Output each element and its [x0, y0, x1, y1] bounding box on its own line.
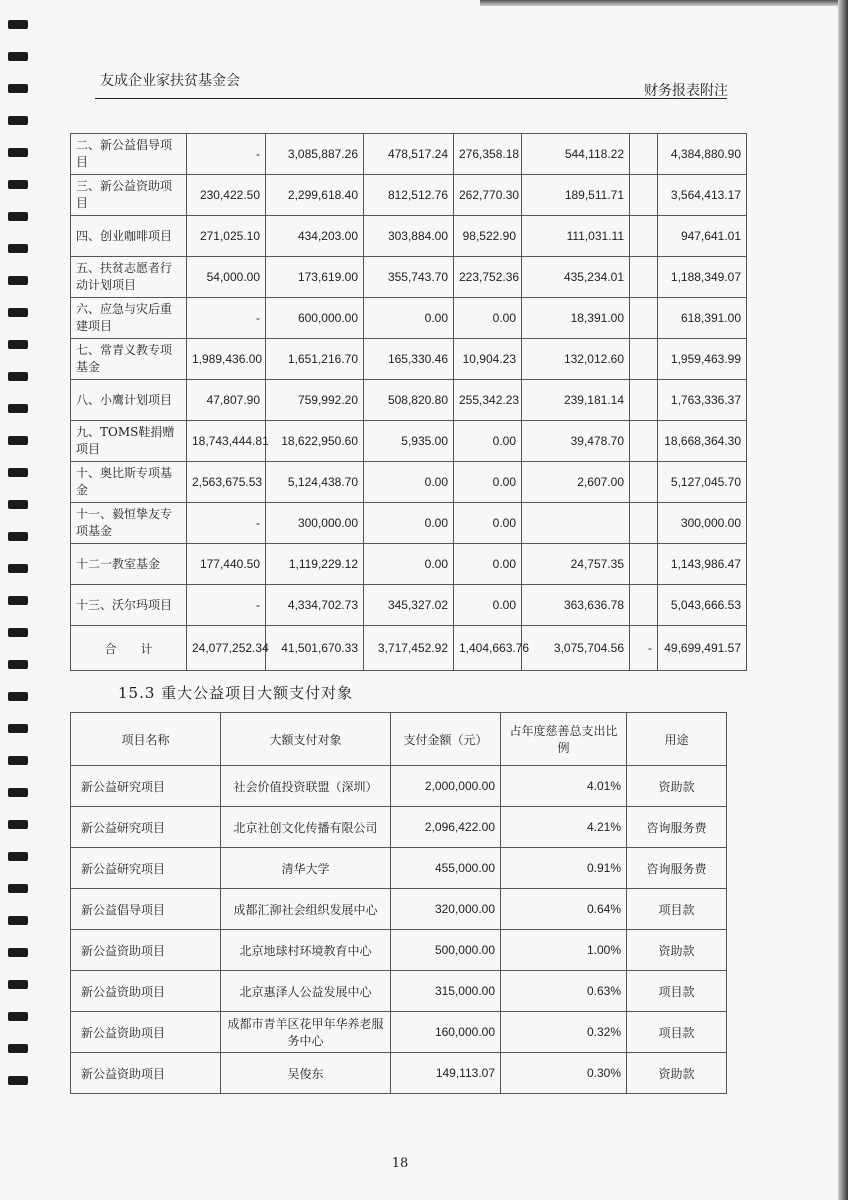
use-cell: 项目款 [627, 1012, 727, 1053]
amount-cell: 947,641.01 [658, 216, 747, 257]
payee-cell: 清华大学 [221, 848, 391, 889]
amount-cell: 2,000,000.00 [391, 766, 501, 807]
payee-cell: 社会价值投资联盟（深圳） [221, 766, 391, 807]
amount-cell: 160,000.00 [391, 1012, 501, 1053]
payee-cell: 吴俊东 [221, 1053, 391, 1094]
payee-cell: 成都市青羊区花甲年华养老服务中心 [221, 1012, 391, 1053]
binding-ring [8, 1076, 28, 1085]
amount-cell: 1,404,663.76 [454, 626, 522, 671]
table-row [71, 503, 747, 544]
table-row [71, 216, 747, 257]
amount-cell: 5,935.00 [364, 421, 454, 462]
binding-ring [8, 884, 28, 893]
project-name: 三、新公益资助项目 [71, 175, 187, 216]
amount-cell [630, 380, 658, 421]
amount-cell: 345,327.02 [364, 585, 454, 626]
ratio-cell: 0.32% [501, 1012, 627, 1053]
table-row [71, 339, 747, 380]
binding-ring [8, 308, 28, 317]
amount-cell: 0.00 [454, 421, 522, 462]
table-row [71, 1053, 727, 1094]
amount-cell: 98,522.90 [454, 216, 522, 257]
amount-cell: 2,299,618.40 [266, 175, 364, 216]
amount-cell: - [187, 503, 266, 544]
project-name: 十二一教室基金 [71, 544, 187, 585]
binding-ring [8, 52, 28, 61]
amount-cell [630, 134, 658, 175]
binding-ring [8, 916, 28, 925]
amount-cell: 1,188,349.07 [658, 257, 747, 298]
table-header-row [71, 713, 727, 766]
amount-cell: 5,124,438.70 [266, 462, 364, 503]
amount-cell: 41,501,670.33 [266, 626, 364, 671]
project-name-cell: 新公益研究项目 [71, 807, 221, 848]
use-cell: 咨询服务费 [627, 848, 727, 889]
amount-cell: 500,000.00 [391, 930, 501, 971]
amount-cell: 149,113.07 [391, 1053, 501, 1094]
table-row [71, 848, 727, 889]
header-amount: 支付金额（元） [391, 713, 501, 766]
project-name: 六、应急与灾后重建项目 [71, 298, 187, 339]
table-row [71, 1012, 727, 1053]
amount-cell [630, 585, 658, 626]
amount-cell: 18,743,444.81 [187, 421, 266, 462]
table-row [71, 462, 747, 503]
binding-ring [8, 820, 28, 829]
amount-cell: 223,752.36 [454, 257, 522, 298]
amount-cell [630, 421, 658, 462]
amount-cell: 600,000.00 [266, 298, 364, 339]
binding-ring [8, 532, 28, 541]
ratio-cell: 0.91% [501, 848, 627, 889]
use-cell: 资助款 [627, 1053, 727, 1094]
table-row [71, 766, 727, 807]
table-row [71, 930, 727, 971]
header-project: 项目名称 [71, 713, 221, 766]
amount-cell: 363,636.78 [522, 585, 630, 626]
amount-cell: 0.00 [454, 503, 522, 544]
binding-ring [8, 180, 28, 189]
amount-cell: 49,699,491.57 [658, 626, 747, 671]
binding-ring [8, 148, 28, 157]
project-name: 九、TOMS鞋捐赠项目 [71, 421, 187, 462]
project-name: 二、新公益倡导项目 [71, 134, 187, 175]
binding-ring [8, 212, 28, 221]
amount-cell: 618,391.00 [658, 298, 747, 339]
amount-cell: 18,391.00 [522, 298, 630, 339]
project-name-cell: 新公益资助项目 [71, 1012, 221, 1053]
binding-ring [8, 788, 28, 797]
amount-cell: 271,025.10 [187, 216, 266, 257]
ratio-cell: 0.64% [501, 889, 627, 930]
use-cell: 项目款 [627, 971, 727, 1012]
section-title: 15.3 重大公益项目大额支付对象 [118, 684, 354, 702]
header-use: 用途 [627, 713, 727, 766]
scan-top-edge [480, 0, 848, 6]
binding-ring [8, 852, 28, 861]
amount-cell: 0.00 [364, 544, 454, 585]
amount-cell [630, 544, 658, 585]
amount-cell: 300,000.00 [266, 503, 364, 544]
amount-cell: - [187, 298, 266, 339]
project-balance-table [70, 133, 747, 671]
amount-cell: 4,334,702.73 [266, 585, 364, 626]
amount-cell: 47,807.90 [187, 380, 266, 421]
table-row [71, 134, 747, 175]
amount-cell: 255,342.23 [454, 380, 522, 421]
scan-right-edge [838, 0, 848, 1200]
amount-cell: 177,440.50 [187, 544, 266, 585]
amount-cell [630, 462, 658, 503]
amount-cell [522, 503, 630, 544]
amount-cell: 544,118.22 [522, 134, 630, 175]
amount-cell: 165,330.46 [364, 339, 454, 380]
amount-cell: 812,512.76 [364, 175, 454, 216]
amount-cell [630, 175, 658, 216]
project-name-cell: 新公益研究项目 [71, 766, 221, 807]
amount-cell: 230,422.50 [187, 175, 266, 216]
header-rule [95, 98, 727, 99]
binding-ring [8, 276, 28, 285]
amount-cell: 3,075,704.56 [522, 626, 630, 671]
binding-ring [8, 372, 28, 381]
table-row [71, 257, 747, 298]
amount-cell: 455,000.00 [391, 848, 501, 889]
payee-cell: 北京地球村环境教育中心 [221, 930, 391, 971]
header-doc-title: 财务报表附注 [644, 83, 728, 99]
amount-cell: 434,203.00 [266, 216, 364, 257]
amount-cell: 0.00 [454, 585, 522, 626]
binding-ring [8, 724, 28, 733]
amount-cell: 2,563,675.53 [187, 462, 266, 503]
binding-ring [8, 84, 28, 93]
amount-cell: 0.00 [454, 462, 522, 503]
amount-cell: 0.00 [364, 503, 454, 544]
binding-ring [8, 404, 28, 413]
amount-cell: 5,043,666.53 [658, 585, 747, 626]
project-name-cell: 新公益资助项目 [71, 971, 221, 1012]
amount-cell: 1,989,436.00 [187, 339, 266, 380]
amount-cell: 24,757.35 [522, 544, 630, 585]
project-name: 十三、沃尔玛项目 [71, 585, 187, 626]
project-name: 七、常青义教专项基金 [71, 339, 187, 380]
amount-cell: 759,992.20 [266, 380, 364, 421]
amount-cell: 4,384,880.90 [658, 134, 747, 175]
binding-ring [8, 692, 28, 701]
table-row [71, 380, 747, 421]
project-name-cell: 新公益研究项目 [71, 848, 221, 889]
amount-cell: 54,000.00 [187, 257, 266, 298]
binding-ring [8, 628, 28, 637]
amount-cell: 0.00 [454, 544, 522, 585]
ratio-cell: 1.00% [501, 930, 627, 971]
binding-ring [8, 20, 28, 29]
use-cell: 资助款 [627, 930, 727, 971]
amount-cell: - [630, 626, 658, 671]
payee-cell: 成都汇泖社会组织发展中心 [221, 889, 391, 930]
amount-cell: 262,770.30 [454, 175, 522, 216]
amount-cell [630, 257, 658, 298]
ratio-cell: 0.30% [501, 1053, 627, 1094]
amount-cell: 239,181.14 [522, 380, 630, 421]
payee-cell: 北京惠泽人公益发展中心 [221, 971, 391, 1012]
binding-ring [8, 564, 28, 573]
amount-cell: 1,119,229.12 [266, 544, 364, 585]
use-cell: 资助款 [627, 766, 727, 807]
amount-cell: 5,127,045.70 [658, 462, 747, 503]
table-row [71, 585, 747, 626]
ratio-cell: 4.21% [501, 807, 627, 848]
table-row [71, 971, 727, 1012]
amount-cell [630, 216, 658, 257]
amount-cell: 276,358.18 [454, 134, 522, 175]
project-name: 八、小鹰计划项目 [71, 380, 187, 421]
amount-cell: 303,884.00 [364, 216, 454, 257]
large-payment-table [70, 712, 727, 1094]
amount-cell: 315,000.00 [391, 971, 501, 1012]
spiral-binding [4, 20, 34, 1120]
amount-cell: 0.00 [364, 298, 454, 339]
amount-cell: 39,478.70 [522, 421, 630, 462]
project-name: 十一、毅恒挚友专项基金 [71, 503, 187, 544]
table-row [71, 175, 747, 216]
binding-ring [8, 468, 28, 477]
amount-cell: 478,517.24 [364, 134, 454, 175]
ratio-cell: 4.01% [501, 766, 627, 807]
amount-cell: 1,651,216.70 [266, 339, 364, 380]
ratio-cell: 0.63% [501, 971, 627, 1012]
amount-cell: 24,077,252.34 [187, 626, 266, 671]
table-row [71, 807, 727, 848]
table-row [71, 889, 727, 930]
amount-cell: - [187, 134, 266, 175]
amount-cell: 300,000.00 [658, 503, 747, 544]
project-name: 五、扶贫志愿者行动计划项目 [71, 257, 187, 298]
amount-cell: 355,743.70 [364, 257, 454, 298]
amount-cell [630, 503, 658, 544]
amount-cell: 508,820.80 [364, 380, 454, 421]
binding-ring [8, 980, 28, 989]
amount-cell: 189,511.71 [522, 175, 630, 216]
header-org-name: 友成企业家扶贫基金会 [100, 73, 240, 89]
binding-ring [8, 1012, 28, 1021]
project-name: 合 计 [71, 626, 187, 671]
project-name: 四、创业咖啡项目 [71, 216, 187, 257]
table-row [71, 544, 747, 585]
amount-cell: 18,622,950.60 [266, 421, 364, 462]
amount-cell: 132,012.60 [522, 339, 630, 380]
amount-cell: 3,717,452.92 [364, 626, 454, 671]
binding-ring [8, 948, 28, 957]
amount-cell: 320,000.00 [391, 889, 501, 930]
amount-cell: 435,234.01 [522, 257, 630, 298]
amount-cell: 10,904.23 [454, 339, 522, 380]
payee-cell: 北京社创文化传播有限公司 [221, 807, 391, 848]
binding-ring [8, 756, 28, 765]
amount-cell: 3,564,413.17 [658, 175, 747, 216]
amount-cell: 1,143,986.47 [658, 544, 747, 585]
use-cell: 项目款 [627, 889, 727, 930]
binding-ring [8, 500, 28, 509]
amount-cell: 3,085,887.26 [266, 134, 364, 175]
project-name-cell: 新公益倡导项目 [71, 889, 221, 930]
project-name-cell: 新公益资助项目 [71, 930, 221, 971]
use-cell: 咨询服务费 [627, 807, 727, 848]
binding-ring [8, 340, 28, 349]
binding-ring [8, 244, 28, 253]
binding-ring [8, 596, 28, 605]
amount-cell [630, 298, 658, 339]
amount-cell: 18,668,364.30 [658, 421, 747, 462]
header-payee: 大额支付对象 [221, 713, 391, 766]
binding-ring [8, 116, 28, 125]
amount-cell: 111,031.11 [522, 216, 630, 257]
binding-ring [8, 1044, 28, 1053]
binding-ring [8, 436, 28, 445]
amount-cell: 0.00 [364, 462, 454, 503]
amount-cell: 2,096,422.00 [391, 807, 501, 848]
amount-cell: 173,619.00 [266, 257, 364, 298]
amount-cell: 0.00 [454, 298, 522, 339]
project-name-cell: 新公益资助项目 [71, 1053, 221, 1094]
table-row [71, 298, 747, 339]
table-row [71, 421, 747, 462]
amount-cell: - [187, 585, 266, 626]
amount-cell: 1,959,463.99 [658, 339, 747, 380]
amount-cell [630, 339, 658, 380]
binding-ring [8, 660, 28, 669]
header-ratio: 占年度慈善总支出比例 [501, 713, 627, 766]
project-name: 十、奥比斯专项基金 [71, 462, 187, 503]
amount-cell: 1,763,336.37 [658, 380, 747, 421]
amount-cell: 2,607.00 [522, 462, 630, 503]
total-row [71, 626, 747, 671]
page-number: 18 [391, 1156, 409, 1171]
